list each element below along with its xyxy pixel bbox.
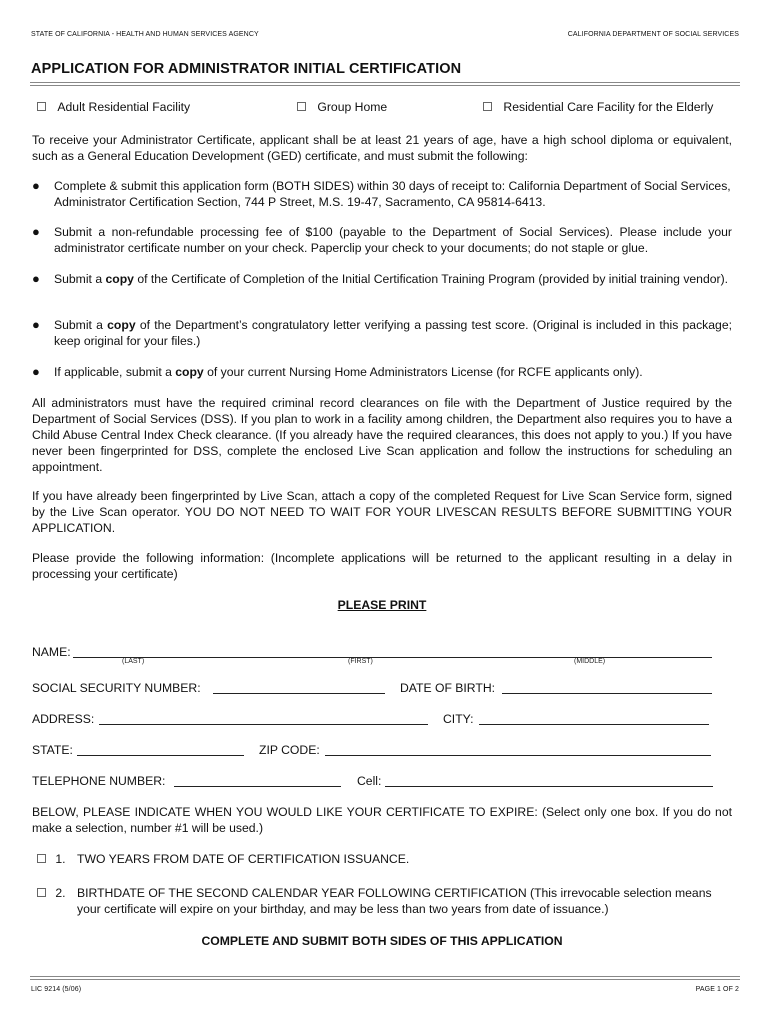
facility-option-rcfe[interactable] — [483, 99, 713, 115]
livescan-paragraph: If you have already been fingerprinted by Live Scan, attach a copy of the completed Request for Live Scan Service form, signed by the Live Scan operator. YOU DO NOT NEED TO WAIT FOR YOUR LIVESCAN RESULTS BEFORE SUBMITTING YOUR APPLICATION. — [32, 489, 732, 535]
expire-option-number: 2. — [55, 886, 66, 900]
telephone-field[interactable] — [174, 774, 341, 787]
bullet-item-training-certificate: Submit a copy of the Certificate of Completion of the Initial Certification Training Program (provided by initial training vendor). — [54, 272, 729, 286]
name-field[interactable] — [73, 645, 712, 658]
telephone-label: TELEPHONE NUMBER: — [32, 774, 166, 788]
form-id: LIC 9214 (5/06) — [31, 986, 82, 993]
bullet-dot: ● — [32, 224, 40, 239]
ssn-field[interactable] — [213, 681, 385, 694]
last-caption: (LAST) — [122, 658, 145, 665]
checkbox[interactable] — [37, 854, 46, 863]
clearances-paragraph: All administrators must have the required criminal record clearances on file with the Department of Justice required by the Department of Social Services (DSS). If you plan to work in a facility among children, the Department also requires you to have a Child Abuse Central Index Check clearance. (If you already have the required clearances, this does not apply to you.) If you have never been fingerprinted for DSS, complete the enclosed Live Scan application and follow the instructions for scheduling an appointment. — [32, 396, 732, 474]
complete-submit-notice: COMPLETE AND SUBMIT BOTH SIDES OF THIS APPLICATION — [201, 934, 563, 948]
facility-option-label: Residential Care Facility for the Elderly — [503, 100, 714, 114]
dob-label: DATE OF BIRTH: — [400, 681, 496, 695]
zip-field[interactable] — [325, 743, 711, 756]
bullet-item-nursing-license: If applicable, submit a copy of your current Nursing Home Administrators License (for RCFE applicants only). — [54, 365, 643, 379]
name-label: NAME: — [32, 645, 71, 659]
title-rule-top — [30, 82, 740, 83]
city-label: CITY: — [443, 712, 474, 726]
checkbox[interactable] — [37, 888, 46, 897]
footer-rule-bottom — [30, 979, 740, 980]
bullet-item-congratulatory-letter: Submit a copy of the Department’s congratulatory letter verifying a passing test score. (Original is included in this package; keep original for your files.) — [54, 318, 732, 348]
provide-info-paragraph: Please provide the following information: (Incomplete applications will be returned to the applicant resulting in a delay in processing your certificate) — [32, 551, 732, 581]
facility-option-group-home[interactable] — [297, 99, 387, 115]
zip-label: ZIP CODE: — [259, 743, 320, 757]
address-label: ADDRESS: — [32, 712, 95, 726]
bullet-dot: ● — [32, 364, 40, 379]
facility-option-label: Group Home — [317, 100, 388, 114]
footer-rule-top — [30, 976, 740, 977]
please-print-heading: PLEASE PRINT — [337, 598, 427, 612]
bullet-dot: ● — [32, 317, 40, 332]
dob-field[interactable] — [502, 681, 712, 694]
expire-option-1[interactable] — [37, 851, 66, 867]
bullet-dot: ● — [32, 271, 40, 286]
state-label: STATE: — [32, 743, 73, 757]
ssn-label: SOCIAL SECURITY NUMBER: — [32, 681, 201, 695]
department-header: CALIFORNIA DEPARTMENT OF SOCIAL SERVICES — [567, 31, 739, 38]
cell-label: Cell: — [357, 774, 382, 788]
expiration-instructions: BELOW, PLEASE INDICATE WHEN YOU WOULD LIKE YOUR CERTIFICATE TO EXPIRE: (Select only one box. If you do not make a selection, number #1 will be used.) — [32, 805, 732, 835]
bullet-item-fee: Submit a non-refundable processing fee of $100 (payable to the Department of Social Services). Please include your administrator certificate number on your check. Paperclip your check to your documents; do not staple or glue. — [54, 225, 732, 255]
checkbox[interactable] — [37, 102, 46, 111]
checkbox[interactable] — [297, 102, 306, 111]
checkbox[interactable] — [483, 102, 492, 111]
first-caption: (FIRST) — [348, 658, 373, 665]
expire-option-number: 1. — [55, 852, 66, 866]
agency-header: STATE OF CALIFORNIA - HEALTH AND HUMAN SERVICES AGENCY — [31, 31, 259, 38]
city-field[interactable] — [479, 712, 709, 725]
page-number: PAGE 1 OF 2 — [695, 986, 739, 993]
expire-option-1-text: TWO YEARS FROM DATE OF CERTIFICATION ISSUANCE. — [77, 852, 410, 866]
middle-caption: (MIDDLE) — [574, 658, 606, 665]
expire-option-2-text: BIRTHDATE OF THE SECOND CALENDAR YEAR FOLLOWING CERTIFICATION (This irrevocable selection means your certificate will expire on your birthday, and may be less than two years from date of issuance.) — [77, 886, 712, 916]
expire-option-2[interactable] — [37, 885, 66, 901]
facility-option-label: Adult Residential Facility — [57, 100, 191, 114]
state-field[interactable] — [77, 743, 244, 756]
address-field[interactable] — [99, 712, 428, 725]
facility-option-adult-residential[interactable] — [37, 99, 190, 115]
bullet-dot: ● — [32, 178, 40, 193]
title-rule-bottom — [30, 85, 740, 86]
bullet-item-submit-form: Complete & submit this application form (BOTH SIDES) within 30 days of receipt to: California Department of Social Services, Administrator Certification Section, 744 P Street, M.S. 19-47, Sacramento, CA 95814-6413. — [54, 179, 731, 209]
cell-field[interactable] — [385, 774, 713, 787]
intro-paragraph: To receive your Administrator Certificate, applicant shall be at least 21 years of age, have a high school diploma or equivalent, such as a General Education Development (GED) certificate, and must submit the following: — [32, 133, 732, 163]
page-title: APPLICATION FOR ADMINISTRATOR INITIAL CERTIFICATION — [31, 61, 462, 77]
